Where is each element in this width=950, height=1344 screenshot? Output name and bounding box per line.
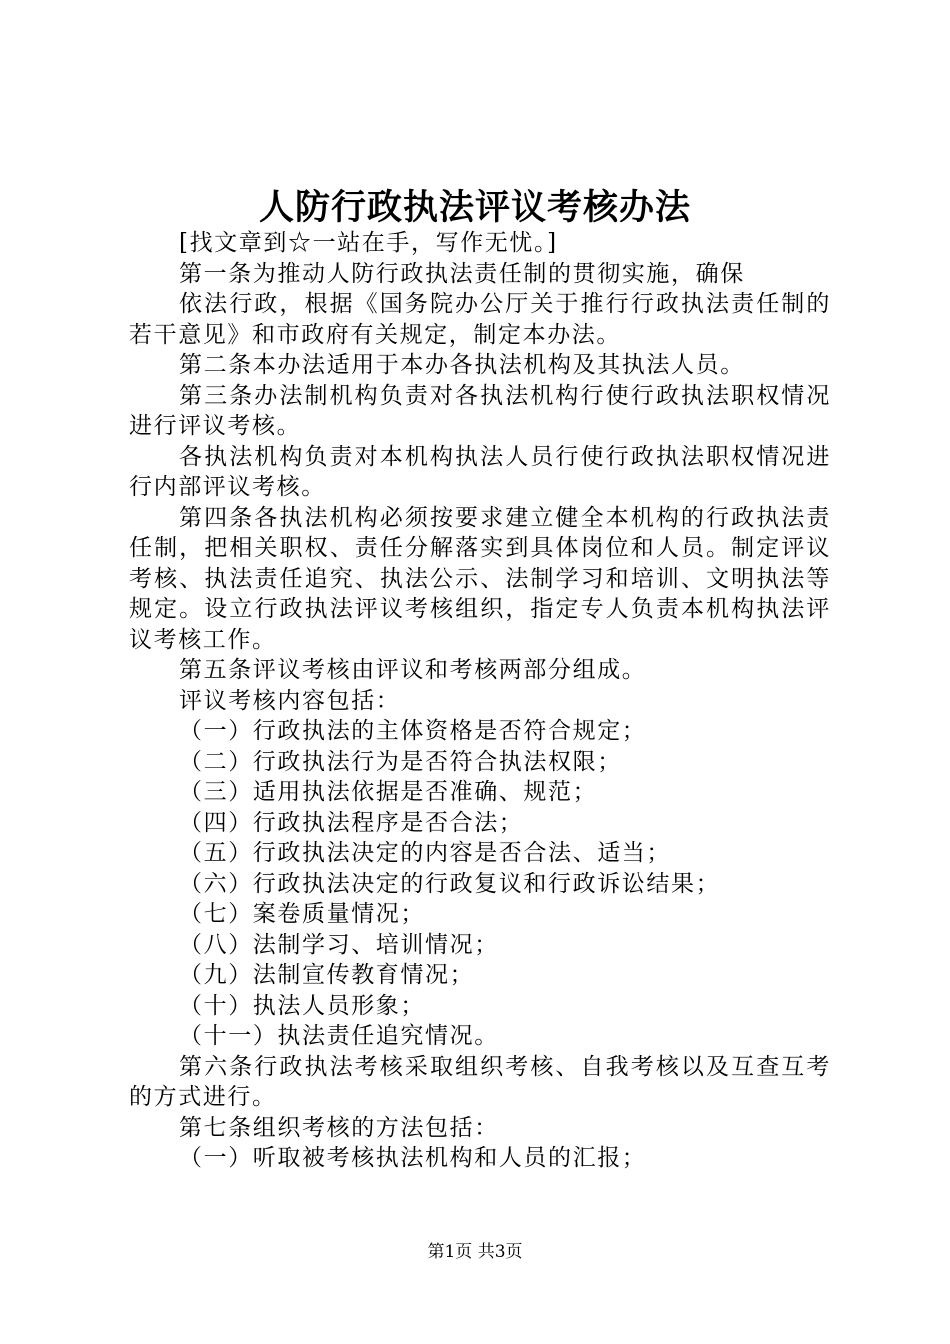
- paragraph: （十）执法人员形象；: [179, 992, 425, 1019]
- paragraph: 各执法机构负责对本机构执法人员行使行政执法职权情况进行内部评议考核。: [129, 443, 831, 500]
- paragraph: 第五条评议考核由评议和考核两部分组成。: [179, 657, 647, 683]
- paragraph: 第四条各执法机构必须按要求建立健全本机构的行政执法责任制，把相关职权、责任分解落实到具体岗位和人员。制定评议考核、执法责任追究、执法公示、法制学习和培训、文明执法等规定。设立行政执法评议考核组织，指定专人负责本机构执法评议考核工作。: [129, 504, 831, 653]
- paragraph: （一）听取被考核执法机构和人员的汇报；: [179, 1145, 647, 1171]
- paragraph: （九）法制宣传教育情况；: [179, 962, 475, 988]
- document-title: 人防行政执法评议考核办法: [258, 187, 691, 228]
- paragraph: （二）行政执法行为是否符合执法权限；: [179, 748, 622, 775]
- paragraph: （五）行政执法决定的内容是否合法、适当；: [179, 840, 671, 866]
- paragraph: （四）行政执法程序是否合法；: [179, 809, 524, 836]
- document-body: [129, 228, 831, 1174]
- paragraph: （八）法制学习、培训情况；: [179, 931, 499, 958]
- paragraph: 第一条为推动人防行政执法责任制的贯彻实施，确保: [179, 260, 745, 287]
- paragraph: [找文章到☆一站在手，写作无忧。]: [179, 230, 558, 256]
- paragraph: 第六条行政执法考核采取组织考核、自我考核以及互查互考的方式进行。: [129, 1053, 831, 1110]
- paragraph: 第二条本办法适用于本办各执法机构及其执法人员。: [179, 352, 745, 378]
- paragraph: 第七条组织考核的方法包括：: [179, 1114, 499, 1141]
- paragraph: 评议考核内容包括：: [179, 687, 401, 714]
- page-footer: 第1页 共3页: [427, 1242, 523, 1262]
- paragraph: （十一）执法责任追究情况。: [179, 1023, 499, 1049]
- paragraph: （六）行政执法决定的行政复议和行政诉讼结果；: [179, 870, 721, 897]
- paragraph: 第三条办法制机构负责对各执法机构行使行政执法职权情况进行评议考核。: [129, 382, 831, 439]
- paragraph: （七）案卷质量情况；: [179, 901, 425, 927]
- paragraph: （一）行政执法的主体资格是否符合规定；: [179, 718, 647, 744]
- paragraph: 依法行政，根据《国务院办公厅关于推行行政执法责任制的若干意见》和市政府有关规定，制定本办法。: [129, 291, 831, 348]
- paragraph: （三）适用执法依据是否准确、规范；: [179, 779, 598, 805]
